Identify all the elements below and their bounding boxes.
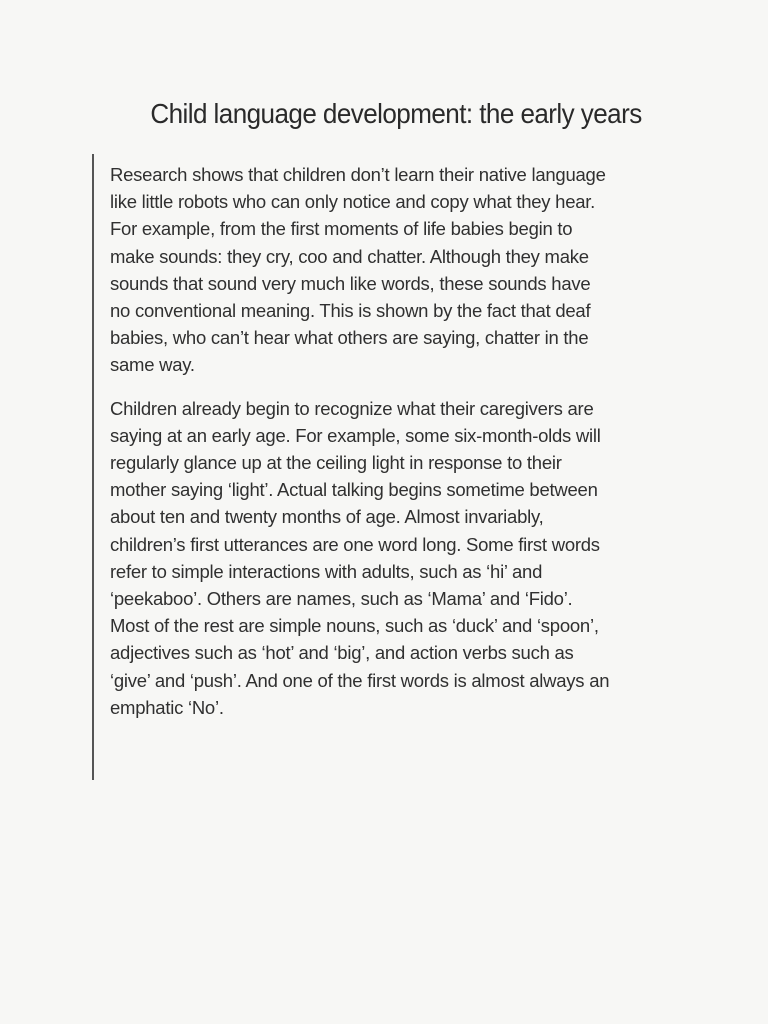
paragraph-1: Research shows that children don’t learn their native language like little robots who can only notice and copy what they hear. For example, from the first moments of life babies begin to make sounds: they cry, coo and chatter. Although they make sounds that sound very much like words, these sounds have no conventional meaning. This is shown by the fact that deaf babies, who can’t hear what others are saying, chatter in the same way. [110, 164, 606, 376]
article-body [110, 161, 610, 737]
margin-rule [92, 154, 94, 780]
page-title: Child language development: the early years [150, 98, 642, 129]
paragraph-2: Children already begin to recognize what their caregivers are saying at an early age. For example, some six-month-olds will regularly glance up at the ceiling light in response to their mother saying ‘light’. Actual talking begins sometime between about ten and twenty months of age. Almost invariably, children’s first utterances are one word long. Some first words refer to simple interactions with adults, such as ‘hi’ and ‘peekaboo’. Others are names, such as ‘Mama’ and ‘Fido’. Most of the rest are simple nouns, such as ‘duck’ and ‘spoon’, adjectives such as ‘hot’ and ‘big’, and action verbs such as ‘give’ and ‘push’. And one of the first words is almost always an emphatic ‘No’. [110, 397, 610, 718]
